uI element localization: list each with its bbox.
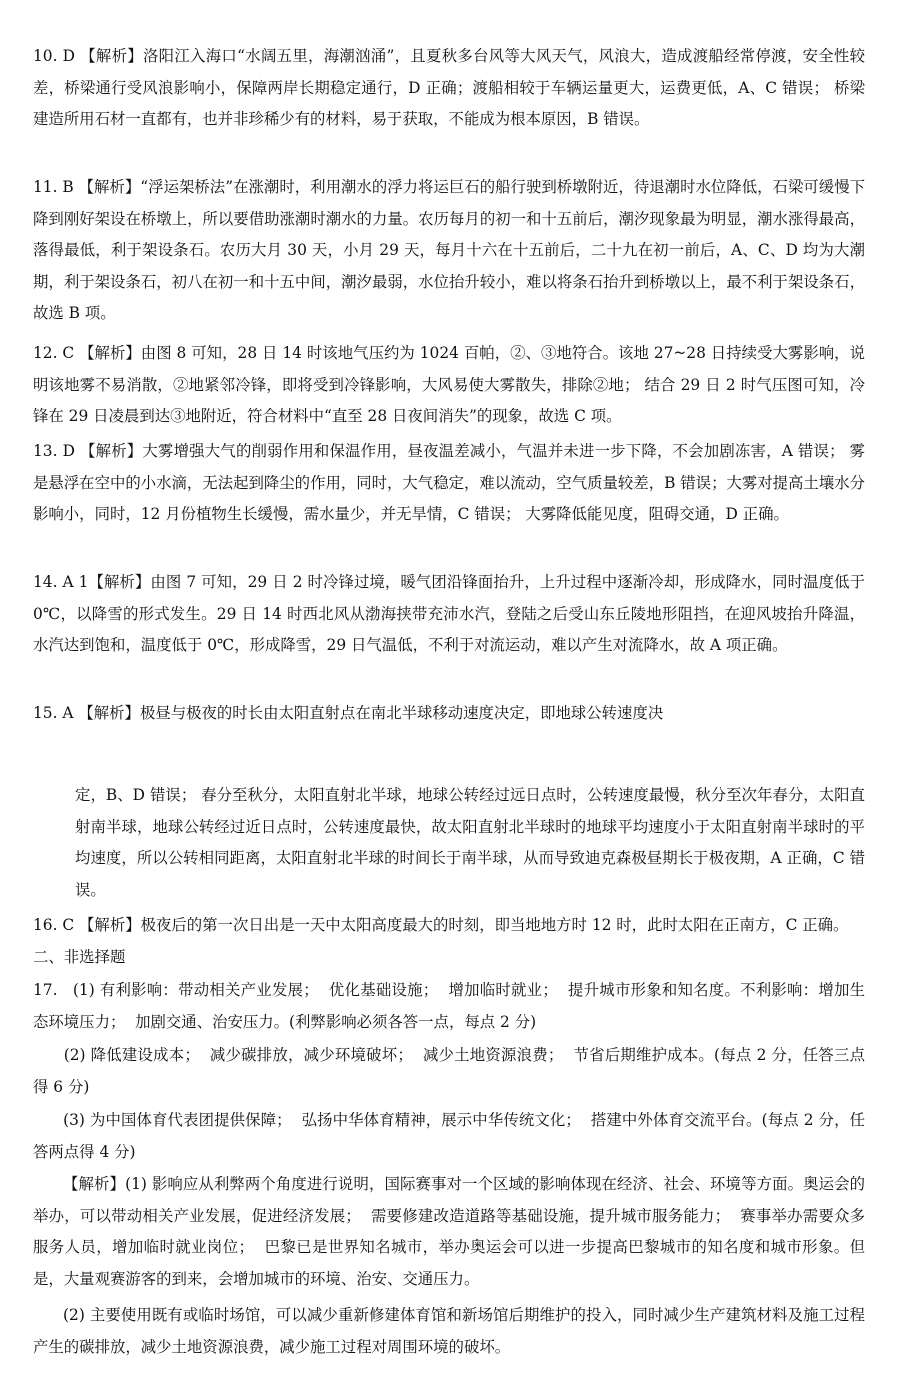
answer-16: 16. C 【解析】极夜后的第一次日出是一天中太阳高度最大的时刻，即当地地方时 12 时，此时太阳在正南方，C 正确。: [33, 916, 849, 934]
answer-17-part-1: 17. (1) 有利影响：带动相关产业发展； 优化基础设施； 增加临时就业； 提升城市形象和知名度。不利影响：增加生态环境压力； 加剧交通、治安压力。(利弊影响必须各答一点，每点 2 分): [33, 981, 865, 1031]
answer-14: 14. A 1【解析】由图 7 可知，29 日 2 时冷锋过境，暖气团沿锋面抬升，上升过程中逐渐冷却，形成降水，同时温度低于 0℃，以降雪的形式发生。29 日 14 时西北风从渤海挟带充沛水汽，登陆之后受山东丘陵地形阻挡，在迎风坡抬升降温，水汽达到饱和，温度低于 0℃，形成降雪，29 日气温低，不利于对流运动，难以产生对流降水，故 A 项正确。: [33, 573, 865, 654]
answer-13: 13. D 【解析】大雾增强大气的削弱作用和保温作用，昼夜温差减小，气温并未进一步下降，不会加剧冻害，A 错误； 雾是悬浮在空中的小水滴，无法起到降尘的作用，同时，大气稳定，难以流动，空气质量较差，B 错误；大雾对提高土壤水分影响小，同时，12 月份植物生长缓慢，需水量少，并无旱情，C 错误； 大雾降低能见度，阻碍交通，D 正确。: [33, 442, 865, 523]
answer-17-part-3: (3) 为中国体育代表团提供保障； 弘扬中华体育精神，展示中华传统文化； 搭建中外体育交流平台。(每点 2 分，任答两点得 4 分): [33, 1111, 865, 1161]
answer-17-analysis-2: (2) 主要使用既有或临时场馆，可以减少重新修建体育馆和新场馆后期维护的投入，同时减少生产建筑材料及施工过程产生的碳排放，减少土地资源浪费，减少施工过程对周围环境的破坏。: [33, 1306, 865, 1356]
answer-17-analysis-1: 【解析】(1) 影响应从利弊两个角度进行说明，国际赛事对一个区域的影响体现在经济、社会、环境等方面。奥运会的举办，可以带动相关产业发展，促进经济发展； 需要修建改造道路等基础设施，提升城市服务能力； 赛事举办需要众多服务人员，增加临时就业岗位； 巴黎已是世界知名城市，举办奥运会可以进一步提高巴黎城市的知名度和城市形象。但是，大量观赛游客的到来，会增加城市的环境、治安、交通压力。: [33, 1175, 865, 1288]
answer-11: 11. B 【解析】“浮运架桥法”在涨潮时，利用潮水的浮力将运巨石的船行驶到桥墩附近，待退潮时水位降低，石梁可缓慢下降到刚好架设在桥墩上，所以要借助涨潮时潮水的力量。农历每月的初一和十五前后，潮汐现象最为明显，潮水涨得最高，落得最低，利于架设条石。农历大月 30 天，小月 29 天，每月十六在十五前后，二十九在初一前后，A、C、D 均为大潮期，利于架设条石，初八在初一和十五中间，潮汐最弱，水位抬升较小，难以将条石抬升到桥墩以上，最不利于架设条石，故选 B 项。: [33, 178, 865, 322]
answer-15-continued: 定，B、D 错误； 春分至秋分，太阳直射北半球，地球公转经过远日点时，公转速度最慢，秋分至次年春分，太阳直射南半球，地球公转经过近日点时，公转速度最快，故太阳直射北半球时的地球平均速度小于太阳直射南半球时的平均速度，所以公转相同距离，太阳直射北半球的时间长于南半球，从而导致迪克森极昼期长于极夜期，A 正确，C 错误。: [75, 786, 865, 899]
answer-15-start: 15. A 【解析】极昼与极夜的时长由太阳直射点在南北半球移动速度决定，即地球公转速度决: [33, 704, 664, 722]
section-heading-non-choice: 二、非选择题: [33, 948, 126, 966]
answer-10: 10. D 【解析】洛阳江入海口“水阔五里，海潮汹涌”，且夏秋多台风等大风天气，风浪大，造成渡船经常停渡，安全性较差，桥梁通行受风浪影响小，保障两岸长期稳定通行，D 正确；渡船相较于车辆运量更大，运费更低，A、C 错误； 桥梁建造所用石材一直都有，也并非珍稀少有的材料，易于获取，不能成为根本原因，B 错误。: [33, 47, 865, 128]
answer-12: 12. C 【解析】由图 8 可知，28 日 14 时该地气压约为 1024 百帕，②、③地符合。该地 27~28 日持续受大雾影响，说明该地雾不易消散，②地紧邻冷锋，即将受到冷锋影响，大风易使大雾散失，排除②地； 结合 29 日 2 时气压图可知，冷锋在 29 日凌晨到达③地附近，符合材料中“直至 28 日夜间消失”的现象，故选 C 项。: [33, 344, 865, 425]
answer-17-part-2: (2) 降低建设成本； 减少碳排放，减少环境破坏； 减少土地资源浪费； 节省后期维护成本。(每点 2 分，任答三点得 6 分): [33, 1046, 865, 1096]
